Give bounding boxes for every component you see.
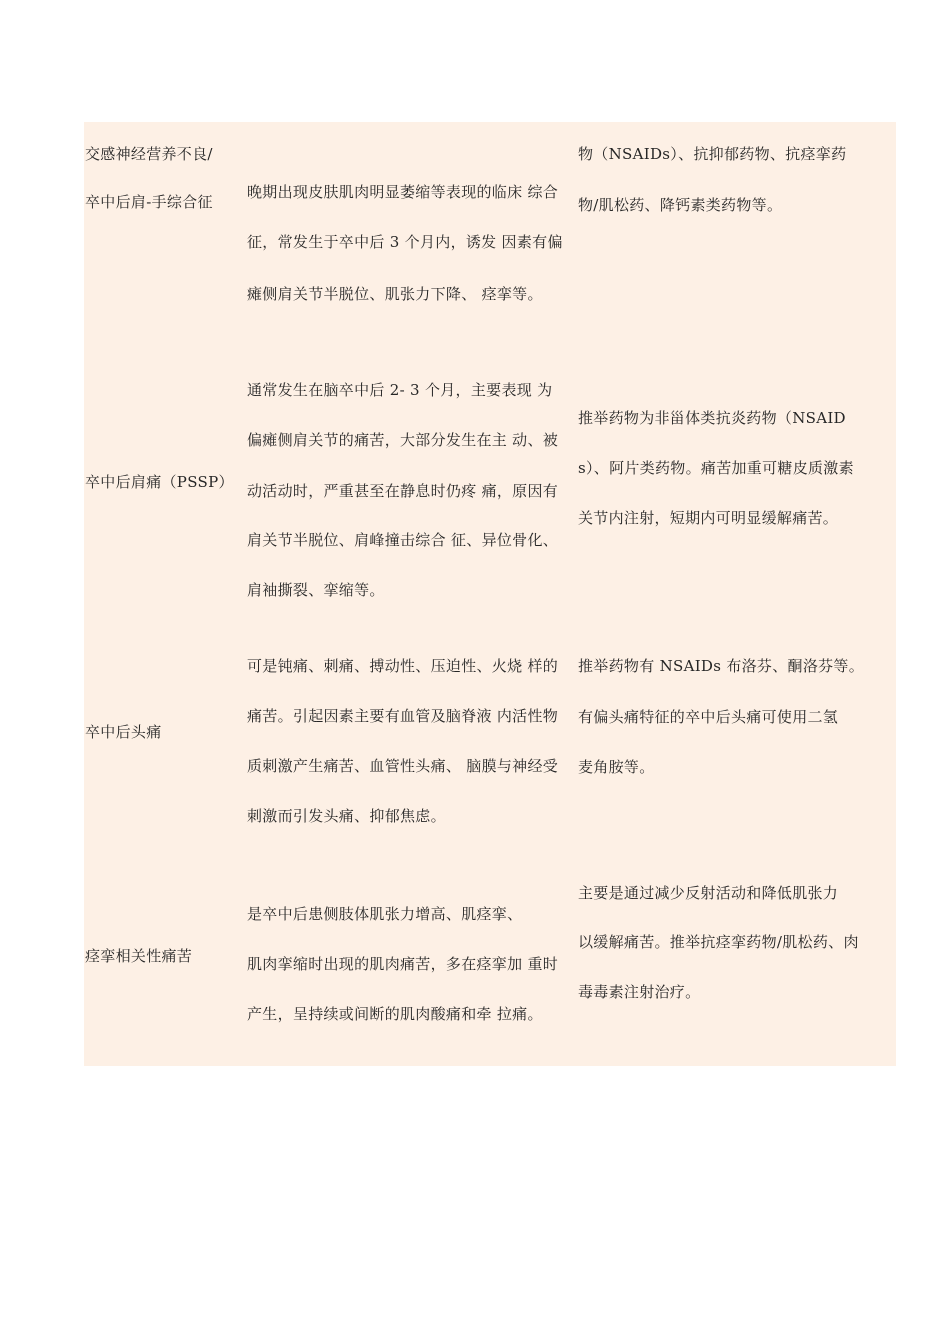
row4-treatment-line: 主要是通过减少反射活动和降低肌张力 [578,884,839,902]
row3-name-line: 卒中后头痛 [85,723,162,741]
row3-treatment-line: 有偏头痛特征的卒中后头痛可使用二氢 [578,708,839,726]
row2-treatment-line: 关节内注射，短期内可明显缓解痛苦。 [578,509,839,527]
row1-description-line: 征，常发生于卒中后 3 个月内，诱发 因素有偏 [247,233,563,251]
row2-description-line: 偏瘫侧肩关节的痛苦，大部分发生在主 动、被 [247,431,559,449]
row1-treatment-line: 物/肌松药、降钙素类药物等。 [578,196,783,214]
row3-description-line: 可是钝痛、刺痛、搏动性、压迫性、火烧 样的 [247,657,559,675]
row3-description-line: 质刺激产生痛苦、血管性头痛、 脑膜与神经受 [247,757,559,775]
row3-description-line: 痛苦。引起因素主要有血管及脑脊液 内活性物 [247,707,559,725]
row4-description-line: 是卒中后患侧肢体肌张力增高、肌痉挛、 [247,905,523,923]
pain-table [84,122,896,1066]
row4-description-line: 产生，呈持续或间断的肌肉酸痛和牵 拉痛。 [247,1005,543,1023]
row1-description-line: 晚期出现皮肤肌肉明显萎缩等表现的临床 综合 [247,183,559,201]
row2-description-line: 肩袖撕裂、挛缩等。 [247,581,385,599]
row2-treatment-line: 推举药物为非甾体类抗炎药物（NSAID [578,409,846,427]
row2-name-line: 卒中后肩痛（PSSP） [85,473,234,491]
row1-name-line: 卒中后肩-手综合征 [85,193,213,211]
row2-description-line: 通常发生在脑卒中后 2- 3 个月，主要表现 为 [247,381,553,399]
row3-description-line: 刺激而引发头痛、抑郁焦虑。 [247,807,446,825]
row3-treatment-line: 麦角胺等。 [578,758,655,776]
row4-name-line: 痉挛相关性痛苦 [85,947,193,965]
row1-description-line: 瘫侧肩关节半脱位、肌张力下降、 痉挛等。 [247,285,543,303]
row2-description-line: 动活动时，严重甚至在静息时仍疼 痛，原因有 [247,482,559,500]
row3-treatment-line: 推举药物有 NSAIDs 布洛芬、酮洛芬等。 [578,657,865,675]
row4-treatment-line: 毒毒素注射治疗。 [578,983,701,1001]
row2-description-line: 肩关节半脱位、肩峰撞击综合 征、异位骨化、 [247,531,559,549]
row2-treatment-line: s）、阿片类药物。痛苦加重可糖皮质激素 [578,459,854,477]
row4-description-line: 肌肉挛缩时出现的肌肉痛苦，多在痉挛加 重时 [247,955,559,973]
row1-name-line: 交感神经营养不良/ [85,145,213,163]
row4-treatment-line: 以缓解痛苦。推举抗痉挛药物/肌松药、肉 [578,933,859,951]
row1-treatment-line: 物（NSAIDs）、抗抑郁药物、抗痉挛药 [578,145,847,163]
